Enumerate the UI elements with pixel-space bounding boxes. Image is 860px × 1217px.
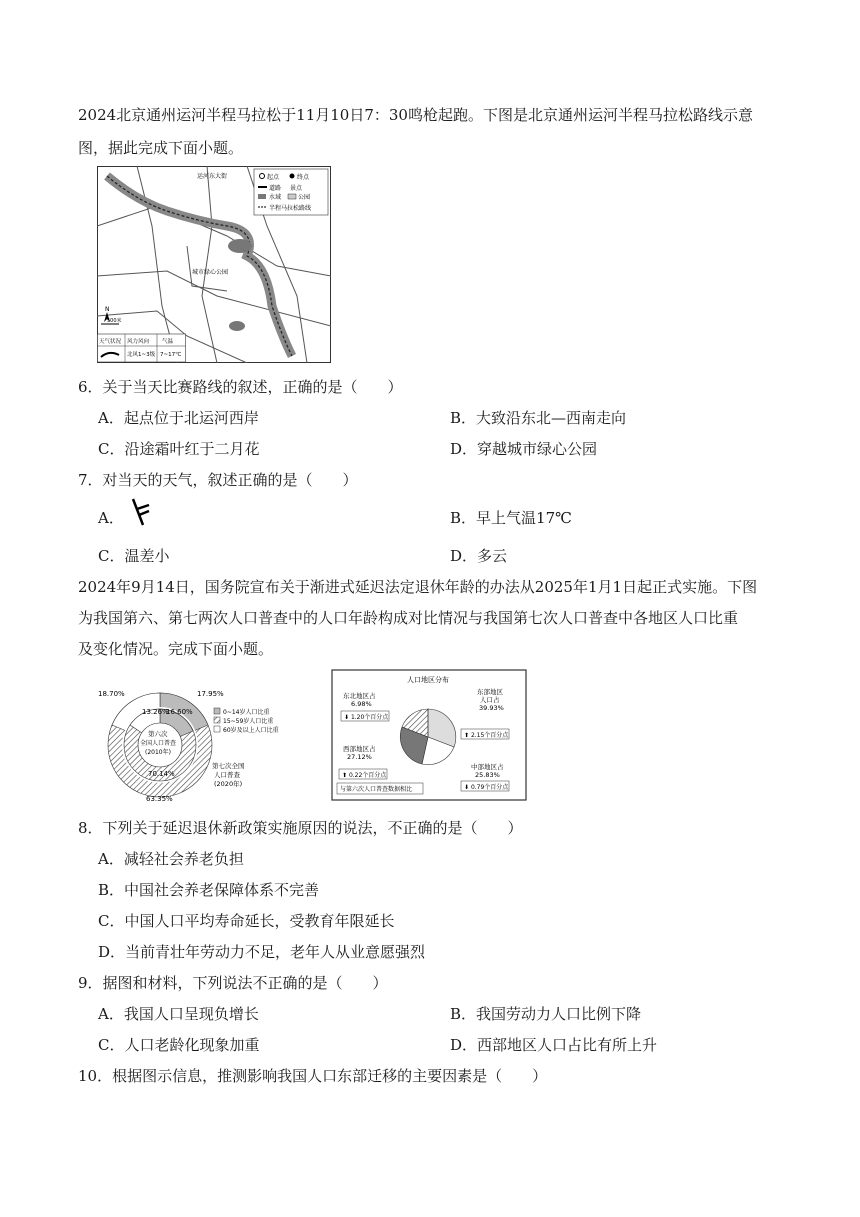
outer-label-0-14: 17.95% [197, 690, 224, 698]
donut-legend-0-14: 0~14岁人口比重 [223, 709, 270, 716]
legend-water: 水域 [269, 194, 282, 201]
inner-label-60-plus: 13.26% [142, 708, 169, 716]
north-arrow-icon: N [105, 306, 110, 313]
intro-paragraph-line: 为我国第六、第七两次人口普查中的人口年龄构成对比情况与我国第七次人口普查中各地区人口比重 [78, 609, 739, 627]
intro-paragraph-line: 2024年9月14日，国务院宣布关于渐进式延迟法定退休年龄的办法从2025年1月1日起正式实施。下图 [78, 578, 758, 596]
legend-start: 起点 [267, 174, 280, 181]
q7-option-d[interactable]: D．多云 [450, 547, 508, 565]
question-7-stem: 7．对当天的天气，叙述正确的是（ ） [78, 471, 358, 489]
q8-option-b[interactable]: B．中国社会养老保障体系不完善 [98, 881, 320, 899]
northeast-label: 东北地区占 [343, 692, 376, 700]
east-label: 人口占 [480, 696, 500, 704]
age-structure-donut-chart [96, 685, 310, 803]
legend-park: 公园 [298, 194, 311, 201]
outer-label-15-59: 63.35% [146, 795, 173, 803]
q7-option-c[interactable]: C．温差小 [98, 547, 170, 565]
central-value: 25.83% [475, 771, 500, 779]
east-value: 39.93% [479, 704, 504, 712]
intro-paragraph-line: 图，据此完成下面小题。 [78, 139, 244, 157]
east-change: ⬆ 2.15个百分点 [464, 732, 509, 739]
question-10-stem: 10．根据图示信息，推测影响我国人口东部迁移的主要因素是（ ） [78, 1067, 548, 1085]
q8-option-a[interactable]: A．减轻社会养老负担 [98, 850, 244, 868]
weather-header: 气温 [162, 339, 174, 345]
q7-option-a[interactable] [98, 507, 151, 528]
donut-legend-60-plus: 60岁及以上人口比重 [223, 727, 279, 734]
intro-paragraph-line: 2024北京通州运河半程马拉松于11月10日7：30鸣枪起跑。下图是北京通州运河半程马拉松路线示意 [78, 106, 753, 124]
outer-label-60-plus: 18.70% [98, 690, 125, 698]
question-8-stem: 8．下列关于延迟退休新政策实施原因的说法，不正确的是（ ） [78, 819, 523, 837]
pie-note: 与第六次人口普查数据相比 [340, 786, 413, 793]
seventh-census-label: (2020年) [214, 780, 243, 788]
q9-option-b[interactable]: B．我国劳动力人口比例下降 [450, 1005, 642, 1023]
northeast-value: 6.98% [351, 700, 372, 708]
question-9-stem: 9．据图和材料，下列说法不正确的是（ ） [78, 974, 388, 992]
center-label: (2010年) [145, 749, 171, 756]
weather-header: 天气状况 [99, 339, 122, 345]
legend-road: 道路 [269, 185, 282, 192]
q7-option-a-label: A． [98, 509, 124, 527]
weather-temp: 7~17℃ [160, 352, 182, 358]
q9-option-c[interactable]: C．人口老龄化现象加重 [98, 1036, 260, 1054]
q9-option-d[interactable]: D．西部地区人口占比有所上升 [450, 1036, 658, 1054]
scale-label: 500米 [107, 318, 122, 324]
central-label: 中部地区占 [471, 763, 504, 771]
center-label: 第六次 [148, 730, 168, 738]
q6-option-b[interactable]: B．大致沿东北—西南走向 [450, 409, 627, 427]
inner-label-15-59: 70.14% [148, 770, 175, 778]
pie-title: 人口地区分布 [407, 676, 449, 684]
central-change: ⬇ 0.79个百分点 [464, 784, 509, 791]
inner-label-0-14: 16.60% [166, 708, 193, 716]
west-value: 27.12% [347, 753, 372, 761]
q8-option-d[interactable]: D．当前青壮年劳动力不足，老年人从业意愿强烈 [98, 943, 426, 961]
q6-option-c[interactable]: C．沿途霜叶红于二月花 [98, 440, 260, 458]
legend-route: 半程马拉松路线 [269, 205, 312, 212]
legend-end: 终点 [297, 174, 310, 181]
seventh-census-label: 人口普查 [214, 771, 240, 779]
map-label-grand-canal: 运河东大街 [197, 173, 228, 180]
intro-paragraph-line: 及变化情况。完成下面小题。 [78, 640, 274, 658]
weather-wind: 北风1~3级 [127, 352, 156, 358]
q6-option-a[interactable]: A．起点位于北运河西岸 [98, 409, 259, 427]
q6-option-d[interactable]: D．穿越城市绿心公园 [450, 440, 598, 458]
west-label: 西部地区占 [343, 745, 376, 753]
legend-scenic: 景点 [290, 185, 303, 192]
seventh-census-label: 第七次全国 [212, 762, 245, 770]
wind-barb-icon [129, 497, 151, 527]
west-change: ⬆ 0.22个百分点 [342, 772, 387, 779]
q7-option-b[interactable]: B．早上气温17℃ [450, 509, 572, 527]
northeast-change: ⬇ 1.20个百分点 [344, 714, 389, 721]
center-label: 全国人口普查 [140, 740, 177, 747]
q9-option-a[interactable]: A．我国人口呈现负增长 [98, 1005, 259, 1023]
donut-legend-15-59: 15~59岁人口比重 [223, 718, 274, 725]
marathon-route-map [97, 166, 331, 363]
q8-option-c[interactable]: C．中国人口平均寿命延长，受教育年限延长 [98, 912, 395, 930]
east-label: 东部地区 [477, 688, 503, 696]
question-6-stem: 6．关于当天比赛路线的叙述，正确的是（ ） [78, 378, 403, 396]
weather-header: 风力风向 [127, 339, 150, 345]
map-label-park: 城市绿心公园 [192, 269, 229, 276]
regional-population-pie-chart [331, 669, 527, 801]
